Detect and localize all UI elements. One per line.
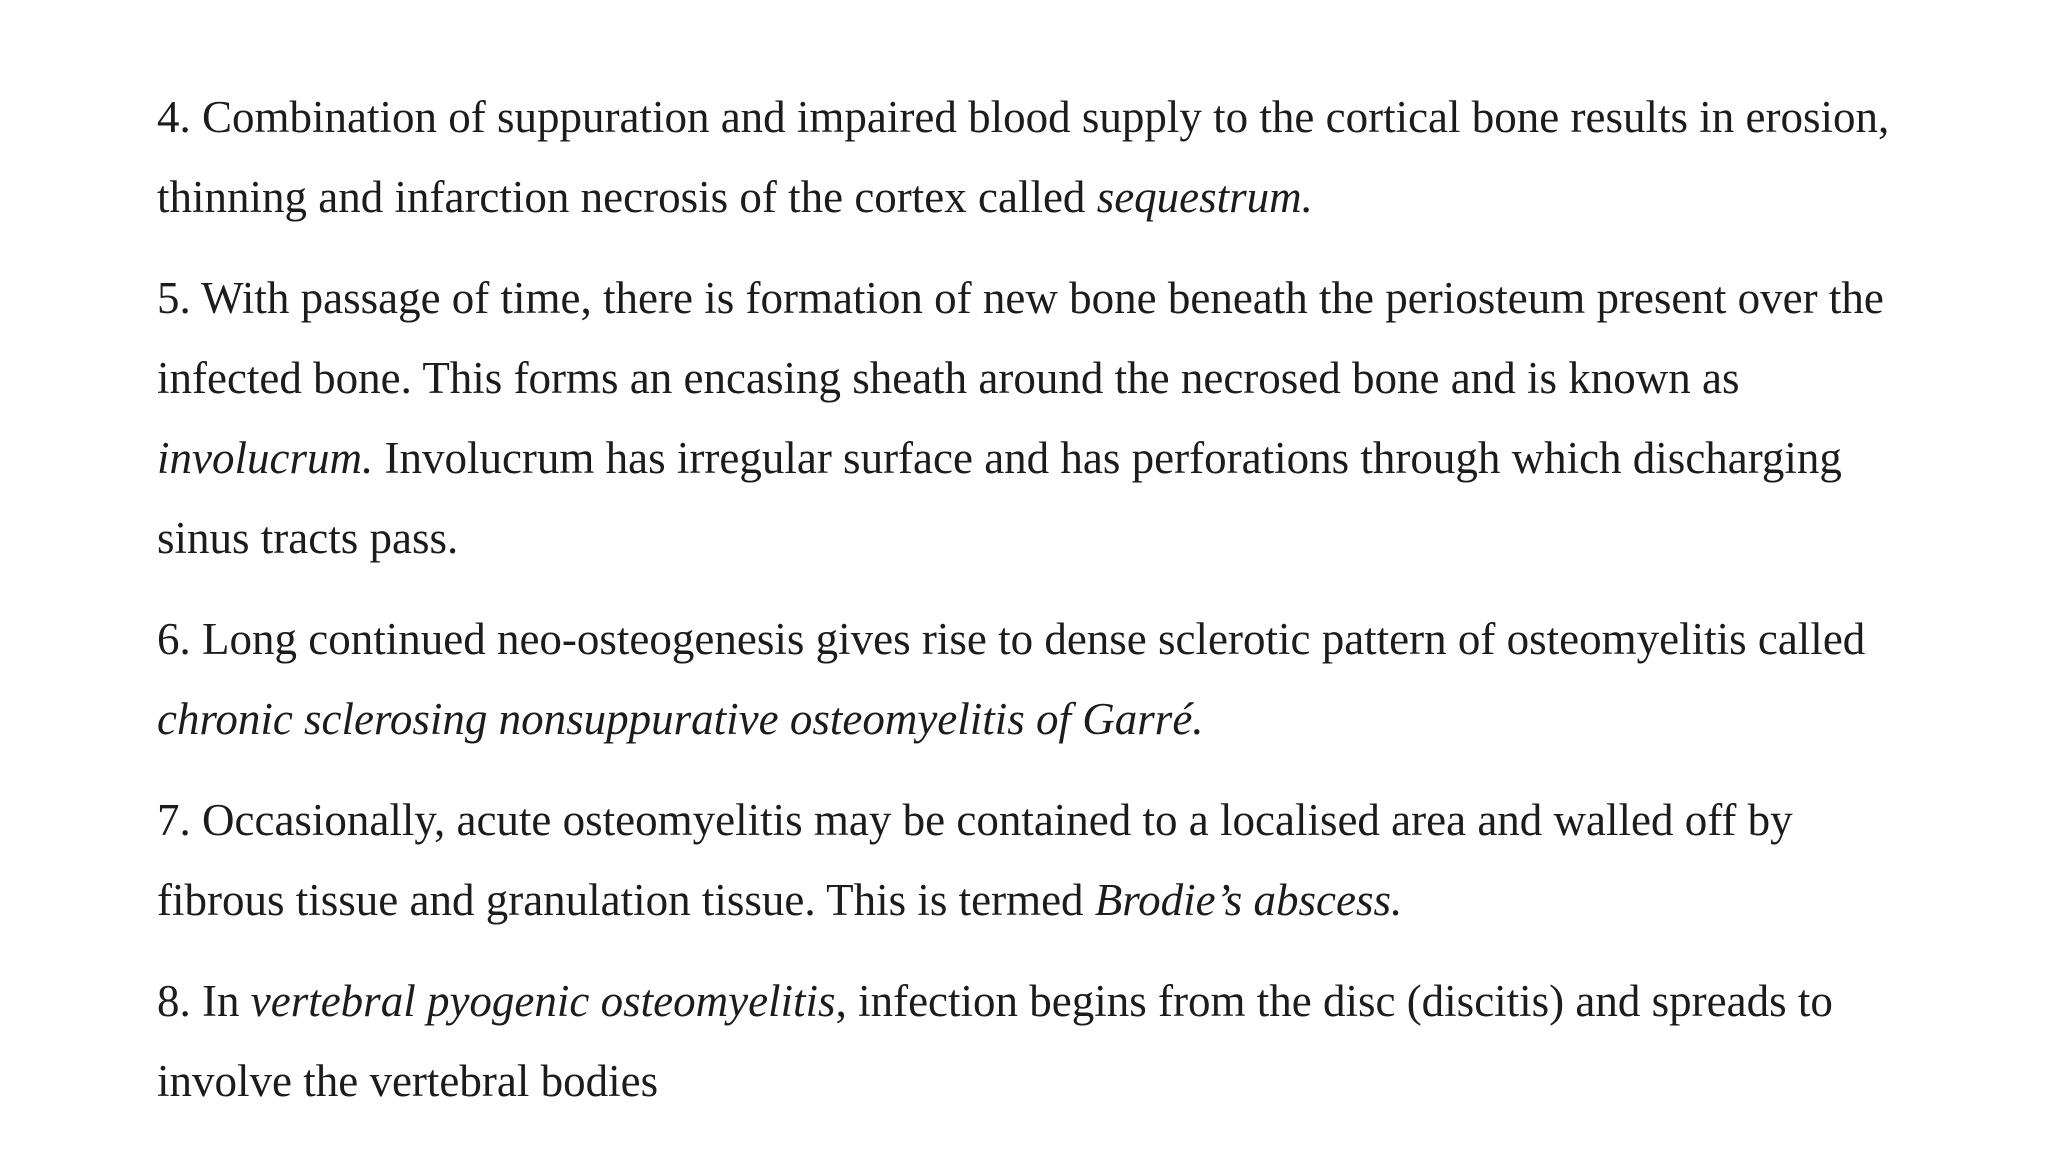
italic-term-garre: chronic sclerosing nonsuppurative osteomyelitis of Garré. (157, 694, 1204, 744)
paragraph-5 (157, 258, 1917, 578)
paragraph-text: Involucrum has irregular surface and has perforations through which discharging sinus tracts pass. (157, 433, 1842, 563)
paragraph-text: 8. In (157, 976, 251, 1026)
paragraph-text: , infection begins from the disc (discitis) and spreads to involve the vertebral bodies (157, 976, 1833, 1106)
paragraph-text: 6. Long continued neo-osteogenesis gives rise to dense sclerotic pattern of osteomyelitis called (157, 614, 1866, 664)
italic-term-brodies-abscess: Brodie’s abscess. (1094, 875, 1403, 925)
paragraph-6 (157, 599, 1917, 759)
paragraph-7 (157, 780, 1917, 940)
italic-term-vertebral-osteomyelitis: vertebral pyogenic osteomyelitis (250, 976, 836, 1026)
paragraph-4 (157, 77, 1917, 237)
italic-term-involucrum: involucrum. (157, 433, 374, 483)
paragraph-text: 7. Occasionally, acute osteomyelitis may be contained to a localised area and walled off by fibrous tissue and granulation tissue. This is termed (157, 795, 1793, 925)
paragraph-text: 5. With passage of time, there is formation of new bone beneath the periosteum present over the infected bone. This forms an encasing sheath around the necrosed bone and is known as (157, 273, 1884, 403)
paragraph-text: 4. Combination of suppuration and impaired blood supply to the cortical bone results in erosion, thinning and infarction necrosis of the cortex called (157, 92, 1890, 222)
document-body (157, 77, 1917, 1142)
paragraph-8 (157, 961, 1917, 1121)
italic-term-sequestrum: sequestrum. (1096, 172, 1313, 222)
